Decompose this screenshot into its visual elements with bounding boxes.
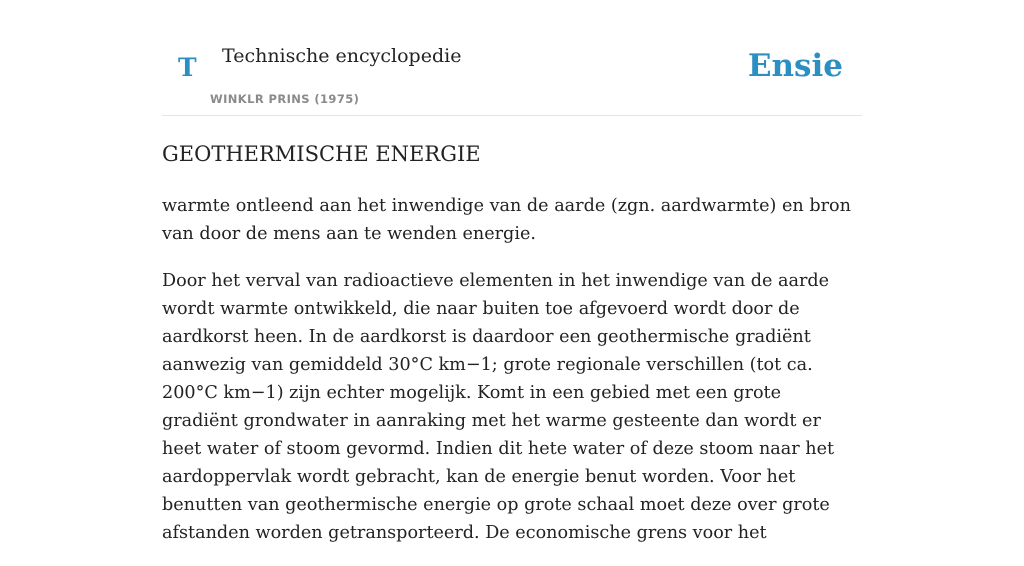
brand-logo[interactable]: Ensie: [747, 48, 843, 84]
source-logo-icon[interactable]: T: [178, 53, 197, 82]
page: [162, 0, 862, 543]
entry-title: GEOTHERMISCHE ENERGIE: [162, 142, 481, 166]
entry-paragraph-body: Door het verval van radioactieve elementen in het inwendige van de aarde wordt warmte ontwikkeld, die naar buiten toe afgevoerd wordt door de aardkorst heen. In de aardkorst is daardoor een geothermische gradiënt aanwezig van gemiddeld 30°C km−1; grote regionale verschillen (tot ca. 200°C km−1) zijn echter mogelijk. Komt in een gebied met een grote gradiënt grondwater in aanraking met het warme gesteente dan wordt er heet water of stoom gevormd. Indien dit hete water of deze stoom naar het aardoppervlak wordt gebracht, kan de energie benut worden. Voor het benutten van geothermische energie op grote schaal moet deze over grote afstanden worden getransporteerd. De economische grens voor het: [162, 271, 835, 543]
source-subtitle: WINKLR PRINS (1975): [210, 92, 360, 106]
entry-paragraph-definition: warmte ontleend aan het inwendige van de aarde (zgn. aardwarmte) en bron van door de mens aan te wenden energie.: [162, 196, 851, 244]
page-header: [162, 0, 862, 116]
source-title[interactable]: Technische encyclopedie: [222, 45, 462, 67]
entry-content: [162, 192, 862, 566]
